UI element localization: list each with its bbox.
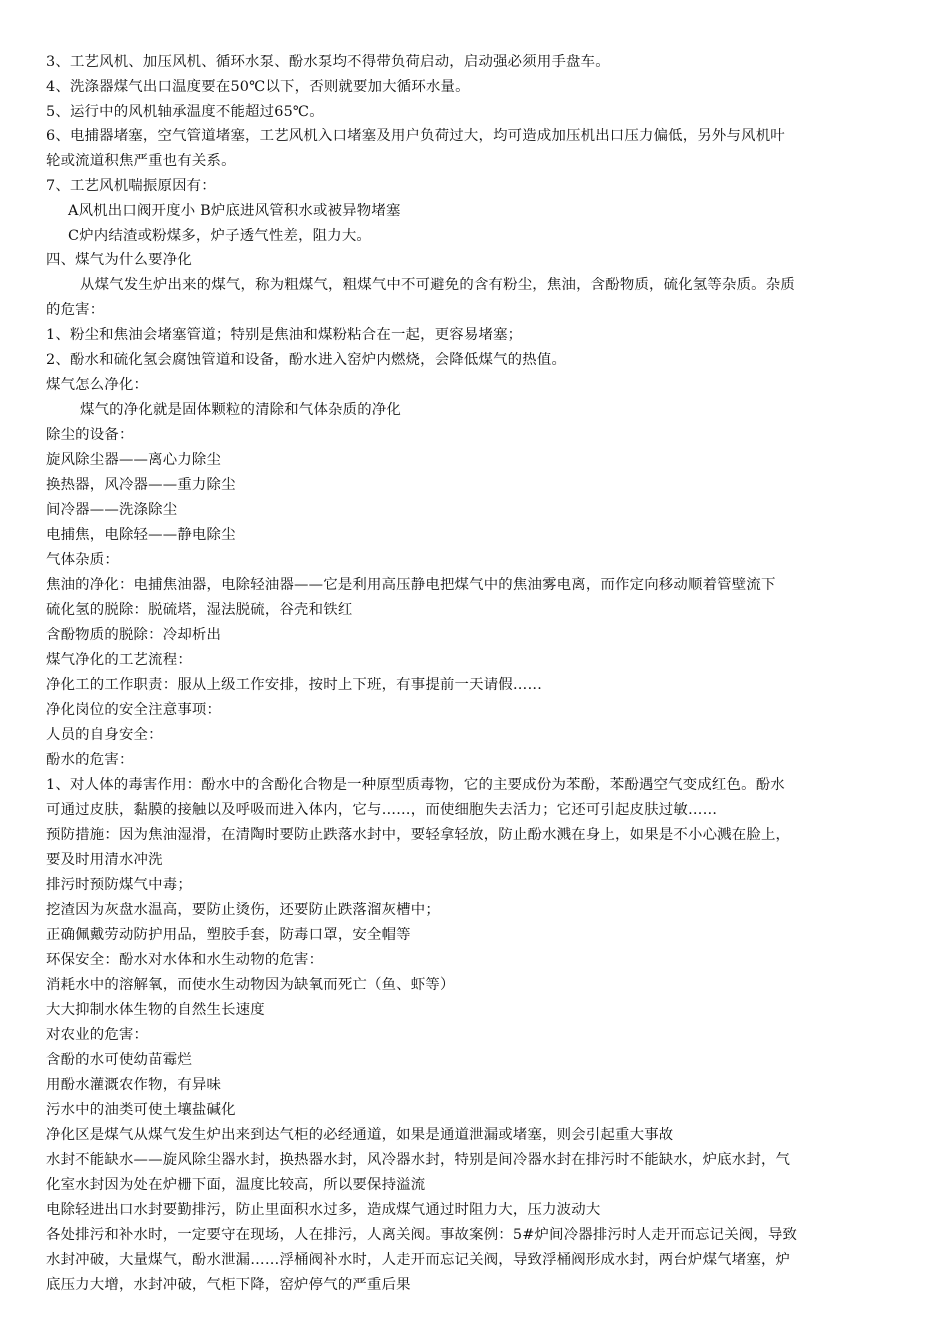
text-line: C炉内结渣或粉煤多，炉子透气性差，阻力大。 (68, 228, 372, 244)
text-line: 环保安全：酚水对水体和水生动物的危害： (46, 952, 324, 968)
text-line: 气体杂质： (46, 552, 119, 568)
text-line: 水封不能缺水——旋风除尘器水封，换热器水封，风冷器水封，特别是间冷器水封在排污时不能缺水，炉底水封，气 (46, 1152, 791, 1168)
text-line: 净化岗位的安全注意事项： (46, 702, 222, 718)
text-line: 7、工艺风机喘振原因有： (46, 178, 216, 194)
text-line: 挖渣因为灰盘水温高，要防止烫伤，还要防止跌落溜灰槽中； (46, 902, 440, 918)
text-line: 化室水封因为处在炉栅下面，温度比较高，所以要保持溢流 (46, 1177, 426, 1193)
text-line: 除尘的设备： (46, 427, 134, 443)
text-line: 煤气的净化就是固体颗粒的清除和气体杂质的净化 (80, 402, 401, 418)
text-line: 用酚水灌溉农作物，有异味 (46, 1077, 222, 1093)
text-line: 酚水的危害： (46, 752, 134, 768)
text-line: 从煤气发生炉出来的煤气，称为粗煤气，粗煤气中不可避免的含有粉尘，焦油，含酚物质，硫化氢等杂质。杂质 (80, 277, 795, 293)
text-line: 3、工艺风机、加压风机、循环水泵、酚水泵均不得带负荷启动，启动强必须用手盘车。 (46, 54, 610, 70)
text-line: 旋风除尘器——离心力除尘 (46, 452, 222, 468)
text-line: 5、运行中的风机轴承温度不能超过65℃。 (46, 104, 324, 120)
section-heading: 四、煤气为什么要净化 (46, 252, 192, 268)
text-line: 1、粉尘和焦油会堵塞管道；特别是焦油和煤粉粘合在一起，更容易堵塞； (46, 327, 523, 343)
text-line: 大大抑制水体生物的自然生长速度 (46, 1002, 265, 1018)
text-line: 污水中的油类可使土壤盐碱化 (46, 1102, 236, 1118)
text-line: 净化工的工作职责：服从上级工作安排，按时上下班，有事提前一天请假…… (46, 677, 543, 693)
text-line: 消耗水中的溶解氧，而使水生动物因为缺氧而死亡（鱼、虾等） (46, 977, 455, 993)
text-line: 的危害： (46, 302, 105, 318)
text-line: 各处排污和补水时，一定要守在现场，人在排污，人离关阀。事故案例：5#炉间冷器排污时人走开而忘记关阀，导致 (46, 1227, 798, 1243)
text-line: 水封冲破，大量煤气，酚水泄漏……浮桶阀补水时，人走开而忘记关阀，导致浮桶阀形成水封，两台炉煤气堵塞，炉 (46, 1252, 791, 1268)
text-line: 焦油的净化：电捕焦油器，电除轻油器——它是利用高压静电把煤气中的焦油雾电离，而作定向移动顺着管壁流下 (46, 577, 776, 593)
text-line: 间冷器——洗涤除尘 (46, 502, 178, 518)
text-line: 含酚物质的脱除：冷却析出 (46, 627, 222, 643)
text-line: 煤气净化的工艺流程： (46, 652, 192, 668)
text-line: 可通过皮肤，黏膜的接触以及呼吸而进入体内，它与……，而使细胞失去活力；它还可引起皮肤过敏…… (46, 802, 718, 818)
text-line: 电除轻进出口水封要勤排污，防止里面积水过多，造成煤气通过时阻力大，压力波动大 (46, 1202, 601, 1218)
text-line: 底压力大增，水封冲破，气柜下降，窑炉停气的严重后果 (46, 1277, 411, 1293)
text-line: 4、洗涤器煤气出口温度要在50℃以下，否则就要加大循环水量。 (46, 79, 470, 95)
text-line: 煤气怎么净化： (46, 377, 149, 393)
text-line: 要及时用清水冲洗 (46, 852, 163, 868)
text-line: 2、酚水和硫化氢会腐蚀管道和设备，酚水进入窑炉内燃烧，会降低煤气的热值。 (46, 352, 567, 368)
text-line: 硫化氢的脱除：脱硫塔，湿法脱硫，谷壳和铁红 (46, 602, 353, 618)
text-line: 1、对人体的毒害作用：酚水中的含酚化合物是一种原型质毒物，它的主要成份为苯酚，苯酚遇空气变成红色。酚水 (46, 777, 785, 793)
text-line: 含酚的水可使幼苗霉烂 (46, 1052, 192, 1068)
text-line: 正确佩戴劳动防护用品，塑胶手套，防毒口罩，安全帽等 (46, 927, 411, 943)
text-line: 对农业的危害： (46, 1027, 149, 1043)
text-line: 轮或流道积焦严重也有关系。 (46, 153, 236, 169)
text-line: 换热器，风冷器——重力除尘 (46, 477, 236, 493)
text-line: 人员的自身安全： (46, 727, 163, 743)
text-line: 6、电捕器堵塞，空气管道堵塞，工艺风机入口堵塞及用户负荷过大，均可造成加压机出口压力偏低，另外与风机叶 (46, 128, 785, 144)
text-line: 预防措施：因为焦油湿滑，在清陶时要防止跌落水封中，要轻拿轻放，防止酚水溅在身上，如果是不小心溅在脸上， (46, 827, 791, 843)
text-line: 净化区是煤气从煤气发生炉出来到达气柜的必经通道，如果是通道泄漏或堵塞，则会引起重大事故 (46, 1127, 674, 1143)
text-line: A风机出口阀开度小 B炉底进风管积水或被异物堵塞 (68, 203, 401, 219)
text-line: 排污时预防煤气中毒； (46, 877, 192, 893)
text-line: 电捕焦，电除轻——静电除尘 (46, 527, 236, 543)
